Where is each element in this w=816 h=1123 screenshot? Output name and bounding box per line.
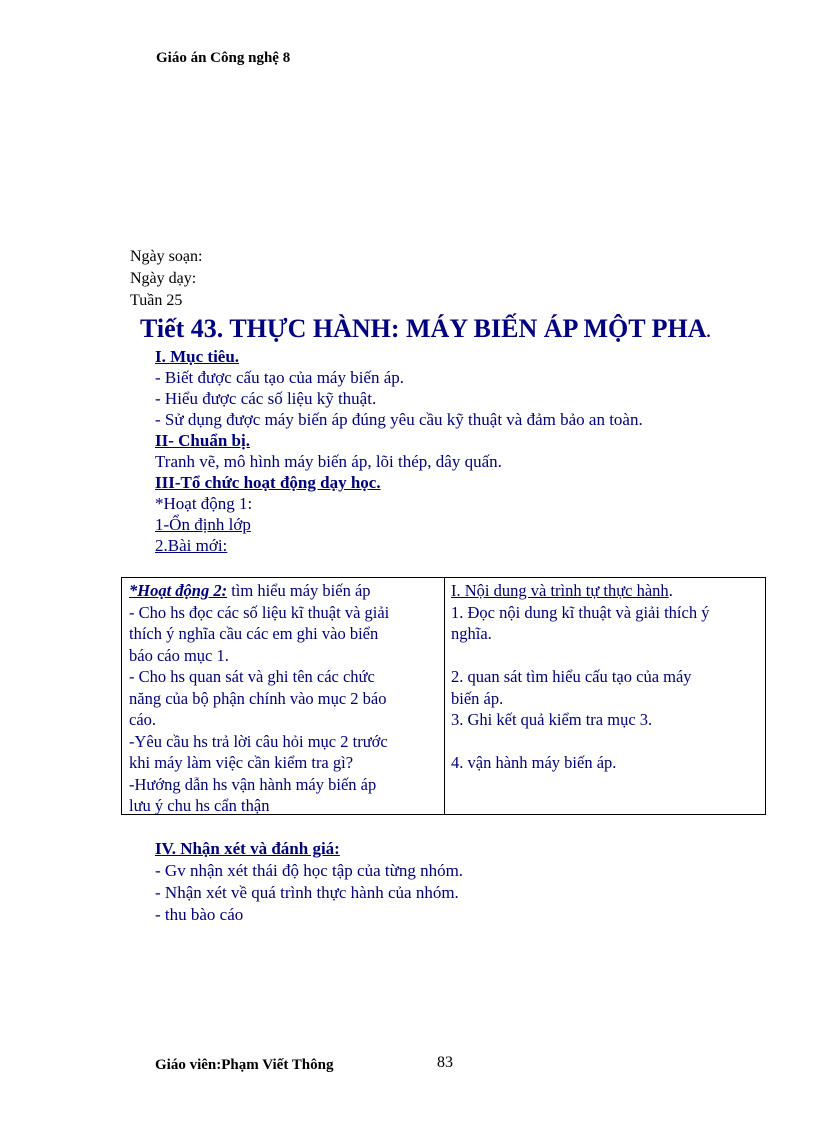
- teacher-activity-line: -Yêu cầu hs trả lời câu hỏi mục 2 trước: [129, 731, 388, 751]
- activity-2-heading: [129, 580, 439, 602]
- teacher-activity-line: - Cho hs quan sát và ghi tên các chức: [129, 667, 375, 686]
- teacher-activity-line: cáo.: [129, 710, 157, 729]
- activity-item-new-lesson: 2.Bài mới:: [155, 536, 228, 555]
- activity-item-class-order: 1-Ổn định lớp: [155, 515, 251, 534]
- evaluation-item: - Nhận xét về quá trình thực hành của nhóm.: [155, 883, 459, 902]
- content-step-1: 1. Đọc nội dung kĩ thuật và giải thích ý: [451, 602, 710, 622]
- activity-1-label: *Hoạt động 1:: [155, 494, 253, 513]
- teacher-activity-line: báo cáo mục 1.: [129, 645, 229, 665]
- evaluation-heading: IV. Nhận xét và đánh giá:: [155, 839, 340, 858]
- objective-item: - Biết được cấu tạo của máy biến áp.: [155, 368, 405, 387]
- week-label: Tuần 25: [130, 292, 183, 309]
- content-heading: [451, 580, 761, 602]
- teacher-activity-line: thích ý nghĩa cầu các em ghi vào biển: [129, 624, 379, 643]
- lesson-body: [155, 346, 775, 556]
- prep-date-label: Ngày soạn:: [130, 248, 203, 265]
- content-heading-text: I. Nội dung và trình tự thực hành: [451, 581, 669, 600]
- content-step-1-cont: nghĩa.: [451, 624, 492, 643]
- footer-teacher: Giáo viên:Phạm Viết Thông: [155, 1057, 334, 1073]
- preparation-item: Tranh vẽ, mô hình máy biến áp, lõi thép, dây quấn.: [155, 452, 502, 471]
- lesson-title-text: Tiết 43. THỰC HÀNH: MÁY BIẾN ÁP MỘT PHA: [140, 314, 707, 343]
- lesson-title-period: .: [706, 324, 711, 341]
- teacher-activity-line: lưu ý chu hs cẩn thận: [129, 796, 270, 815]
- content-step-3: 3. Ghi kết quả kiểm tra mục 3.: [451, 710, 653, 729]
- teacher-activity-line: - Cho hs đọc các số liệu kĩ thuật và giải: [129, 602, 390, 622]
- section-objectives-heading: I. Mục tiêu.: [155, 347, 240, 366]
- teacher-activity-line: năng của bộ phận chính vào mục 2 báo: [129, 688, 387, 708]
- content-step-2-cont: biến áp.: [451, 688, 504, 708]
- document-header: Giáo án Công nghệ 8: [156, 50, 291, 66]
- activity-2-heading-bold: *Hoạt động 2:: [129, 581, 228, 600]
- content-cell: [451, 580, 761, 774]
- page-number: 83: [437, 1054, 453, 1071]
- table-column-divider: [444, 578, 445, 814]
- evaluation-item: - Gv nhận xét thái độ học tập của từng nhóm.: [155, 861, 464, 880]
- teach-date-label: Ngày dạy:: [130, 270, 197, 287]
- content-heading-period: .: [668, 581, 673, 600]
- content-spacer: [451, 731, 761, 753]
- section-activities-heading: III-Tổ chức hoạt động dạy học.: [155, 473, 381, 492]
- evaluation-section: [155, 838, 463, 926]
- teacher-activity-cell: [129, 580, 439, 817]
- evaluation-item: - thu bào cáo: [155, 905, 244, 924]
- teacher-activity-line: -Hướng dẫn hs vận hành máy biến áp: [129, 774, 377, 794]
- lesson-title: [140, 314, 710, 344]
- content-spacer: [451, 645, 761, 667]
- objective-item: - Sử dụng được máy biến áp đúng yêu cầu kỹ thuật và đảm bảo an toàn.: [155, 410, 643, 429]
- content-step-4: 4. vận hành máy biến áp.: [451, 753, 617, 772]
- activity-2-heading-rest: tìm hiểu máy biến áp: [227, 581, 371, 600]
- objective-item: - Hiểu được các số liệu kỹ thuật.: [155, 389, 377, 408]
- teacher-activity-line: khi máy làm việc cần kiểm tra gì?: [129, 753, 354, 772]
- section-preparation-heading: II- Chuẩn bị.: [155, 431, 250, 450]
- content-step-2: 2. quan sát tìm hiểu cấu tạo của máy: [451, 667, 692, 686]
- activity-table: [121, 577, 766, 815]
